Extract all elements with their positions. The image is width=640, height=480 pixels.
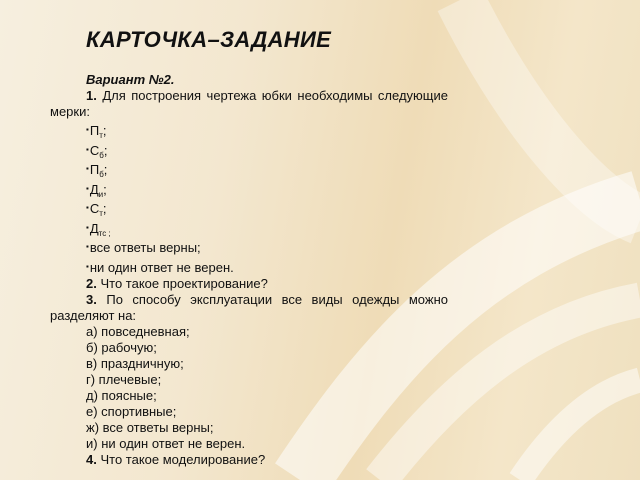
list-item: ▪ $С_т$; xyxy=(86,199,448,218)
list-item: а) повседневная; xyxy=(86,324,190,339)
list-item: ▪ $С_б$; xyxy=(86,141,448,160)
card-title: КАРТОЧКА–ЗАДАНИЕ xyxy=(86,27,332,52)
answer-options xyxy=(50,324,448,452)
question-text: Что такое проектирование? xyxy=(100,276,268,291)
question-number: 1. xyxy=(86,88,97,103)
question-4 xyxy=(86,452,448,468)
question-text: Для построения чертежа юбки необходимы следующие мерки: xyxy=(50,88,448,119)
list-item: ▪ $П_б$; xyxy=(86,160,448,179)
question-text: Что такое моделирование? xyxy=(100,452,266,467)
question-number: 2. xyxy=(86,276,97,291)
question-2 xyxy=(86,276,448,292)
question-text: По способу эксплуатации все виды одежды можно разделяют на: xyxy=(50,292,448,323)
variant-label: Вариант №2. xyxy=(86,72,175,87)
list-item: ▪ ни один ответ не верен. xyxy=(86,258,448,277)
list-item: д) поясные; xyxy=(86,388,157,403)
list-item: и) ни один ответ не верен. xyxy=(86,436,246,451)
list-item: ▪ $Д_и$; xyxy=(86,180,448,199)
question-1 xyxy=(50,88,448,120)
list-item: ▪ $Д_{тс ;}$ xyxy=(86,219,448,238)
measures-list xyxy=(50,121,448,276)
list-item: ж) все ответы верны; xyxy=(86,420,214,435)
list-item: г) плечевые; xyxy=(86,372,162,387)
question-number: 3. xyxy=(86,292,97,307)
list-item: ▪ $П_т$; xyxy=(86,121,448,140)
list-item: б) рабочую; xyxy=(86,340,157,355)
list-item: ▪ все ответы верны; xyxy=(86,238,448,257)
list-item: в) праздничную; xyxy=(86,356,184,371)
card-body xyxy=(50,72,448,468)
list-item: е) спортивные; xyxy=(86,404,177,419)
question-3 xyxy=(50,292,448,324)
question-number: 4. xyxy=(86,452,97,467)
